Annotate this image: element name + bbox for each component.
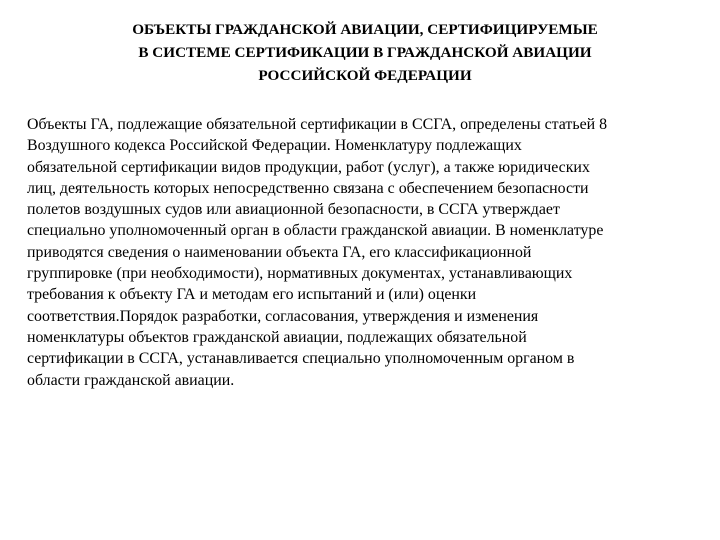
title-line-2: В СИСТЕМЕ СЕРТИФИКАЦИИ В ГРАЖДАНСКОЙ АВИАЦИИ: [138, 44, 592, 61]
body-line-4: лиц, деятельность которых непосредственно связана с обеспечением безопасности: [27, 179, 589, 197]
body-line-9: требования к объекту ГА и методам его испытаний и (или) оценки: [27, 286, 477, 304]
title-line-1: ОБЪЕКТЫ ГРАЖДАНСКОЙ АВИАЦИИ, СЕРТИФИЦИРУЕМЫЕ: [132, 21, 598, 38]
slide-title: [60, 18, 670, 87]
body-line-2: Воздушного кодекса Российской Федерации. Номенклатуру подлежащих: [27, 137, 522, 155]
body-line-3: обязательной сертификации видов продукции, работ (услуг), а также юридических: [27, 158, 590, 176]
body-line-13: области гражданской авиации.: [27, 371, 235, 389]
body-line-1: Объекты ГА, подлежащие обязательной сертификации в ССГА, определены статьей 8: [27, 116, 608, 133]
body-line-10: соответствия.Порядок разработки, согласования, утверждения и изменения: [27, 307, 539, 325]
title-line-3: РОССИЙСКОЙ ФЕДЕРАЦИИ: [258, 67, 472, 84]
body-line-11: номенклатуры объектов гражданской авиации, подлежащих обязательной: [27, 328, 527, 346]
body-line-12: сертификации в ССГА, устанавливается специально уполномоченным органом в: [27, 350, 575, 368]
body-line-8: группировке (при необходимости), нормативных документах, устанавливающих: [27, 265, 573, 283]
body-line-5: полетов воздушных судов или авиационной безопасности, в ССГА утверждает: [27, 201, 560, 219]
body-line-7: приводятся сведения о наименовании объекта ГА, его классификационной: [27, 243, 532, 261]
body-paragraph: [27, 114, 707, 391]
body-line-6: специально уполномоченный орган в области гражданской авиации. В номенклатуре: [27, 222, 604, 240]
